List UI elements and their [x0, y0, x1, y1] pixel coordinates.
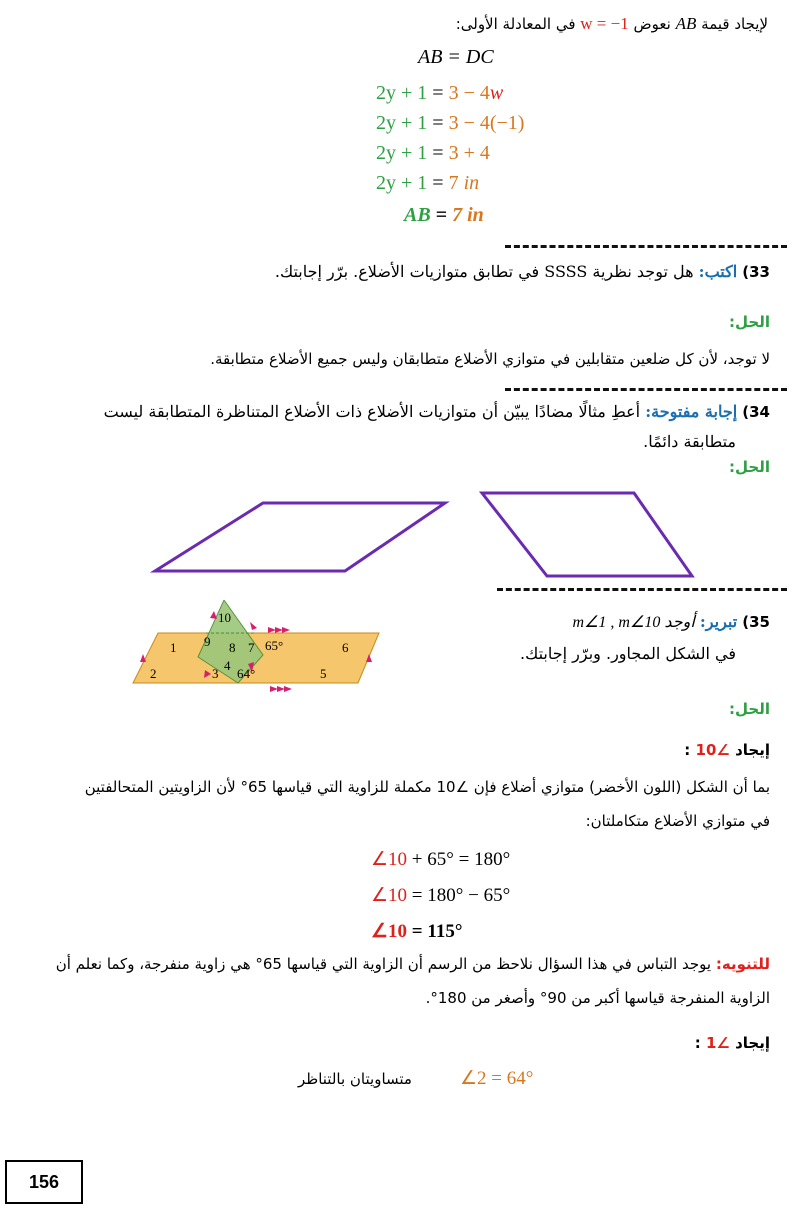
note-text-1: يوجد التباس في هذا السؤال نلاحظ من الرسم أن الزاوية التي قياسها 65° هي زاوية منفرجة، وكما نعلم أن	[55, 955, 712, 973]
note-label: للتنويه:	[715, 955, 770, 973]
q34-solution-label: الحل:	[729, 458, 770, 476]
step-4-right: 7	[448, 172, 464, 194]
label-65: 65°	[265, 638, 284, 653]
angle-eq-1	[371, 848, 510, 871]
find1-label: إيجاد	[735, 1034, 770, 1052]
q33-answer: لا توجد، لأن كل ضلعين متقابلين في متوازي الأضلاع متطابقان وليس جميع الأضلاع متطابقة.	[210, 350, 770, 368]
label-6: 6	[342, 640, 349, 655]
last-line-text: متساويتان بالتناظر	[298, 1070, 412, 1088]
find-angle-1	[695, 1034, 770, 1052]
q35-solution-label: الحل:	[729, 700, 770, 718]
find1-angle: ∠1	[705, 1034, 730, 1052]
q35-label: تبرير:	[699, 612, 738, 631]
parallelogram-right	[482, 493, 692, 576]
find10-angle: ∠10	[695, 741, 730, 759]
q33-solution-label: الحل:	[729, 313, 770, 331]
q34-text-1: أعطِ مثالًا مضادًا يبيّن أن متوازيات الأضلاع ذات الأضلاع المتناظرة المتطابقة ليست	[103, 402, 641, 421]
find1-colon: :	[694, 1034, 706, 1052]
step-1-var: w	[489, 82, 504, 104]
label-9: 9	[204, 634, 211, 649]
parallelogram-left	[155, 503, 445, 571]
note-line-1	[10, 955, 770, 973]
step-4-var: in	[463, 172, 480, 194]
angle-eq-1-angle: ∠10	[371, 849, 408, 870]
q33-number: 33)	[742, 263, 770, 281]
step-2-right: 3 − 4(−1)	[448, 112, 525, 134]
label-4: 4	[224, 658, 231, 673]
angle-eq-3	[371, 920, 462, 943]
q35-text-1: أوجد m∠1 , m∠10	[572, 614, 695, 631]
angle-eq-2-angle: ∠10	[371, 885, 408, 906]
page-number: 156	[5, 1160, 83, 1204]
last-line-eq: ∠2 = 64°	[460, 1068, 534, 1089]
step-3-right: 3 + 4	[448, 142, 490, 164]
intro-part3: في المعادلة الأولى:	[455, 15, 576, 33]
note-line-2: الزاوية المنفرجة قياسها أكبر من 90° وأصغر من 180°.	[425, 989, 770, 1007]
angle-eq-2	[371, 884, 510, 907]
result-eq: =	[430, 204, 453, 226]
angle-eq-1-rest: + 65° = 180°	[407, 849, 511, 870]
find10-colon: :	[684, 741, 696, 759]
q33-label: اكتب:	[698, 262, 738, 281]
q34-number: 34)	[742, 403, 770, 421]
label-10: 10	[218, 610, 231, 625]
intro-var: AB	[675, 14, 697, 33]
step-2-eq: =	[427, 112, 449, 134]
intro-sub: w = −1	[580, 14, 629, 33]
step-3-eq: =	[427, 142, 449, 164]
step-3-left: 2y + 1	[376, 142, 428, 164]
step-2-left: 2y + 1	[376, 112, 428, 134]
result-left: AB	[404, 204, 431, 226]
paragraph-1: بما أن الشكل (اللون الأخضر) متوازي أضلاع فإن ∠10 مكملة للزاوية التي قياسها 65° لأن الزاويتين المتحالفتين	[84, 778, 770, 796]
step-1-left: 2y + 1	[376, 82, 428, 104]
label-1: 1	[170, 640, 177, 655]
intro-part2: نعوض	[633, 15, 671, 33]
parallelogram-figure	[120, 600, 390, 780]
counterexample-figure	[0, 0, 800, 600]
step-4-left: 2y + 1	[376, 172, 428, 194]
angle-eq-2-rest: = 180° − 65°	[407, 885, 511, 906]
label-64: 64°	[237, 666, 256, 681]
label-8: 8	[229, 640, 236, 655]
divider	[497, 588, 787, 591]
q35-number: 35)	[742, 613, 770, 631]
angle-eq-3-rest: = 115°	[407, 921, 463, 942]
angle-eq-3-angle: ∠10	[371, 921, 408, 942]
q35-text-2: في الشكل المجاور. وبرّر إجابتك.	[520, 644, 736, 663]
paragraph-1b: في متوازي الأضلاع متكاملتان:	[585, 812, 770, 830]
question-35	[470, 612, 770, 632]
label-7: 7	[248, 640, 255, 655]
step-1-eq: =	[427, 82, 449, 104]
eq1-text: AB = DC	[418, 46, 494, 68]
find-angle-10	[684, 741, 770, 759]
q34-label: إجابة مفتوحة:	[645, 402, 738, 421]
label-2: 2	[150, 666, 157, 681]
step-4-eq: =	[427, 172, 449, 194]
q34-text-2: متطابقة دائمًا.	[643, 432, 736, 451]
label-5: 5	[320, 666, 327, 681]
result-right: 7 in	[452, 204, 484, 226]
q33-text: هل توجد نظرية SSSS في تطابق متوازيات الأضلاع. برّر إجابتك.	[274, 262, 694, 281]
last-line	[298, 1067, 578, 1093]
intro-part1: لإيجاد قيمة	[701, 15, 768, 33]
label-3: 3	[212, 666, 219, 681]
find10-label: إيجاد	[735, 741, 770, 759]
step-1-right: 3 − 4	[448, 82, 490, 104]
